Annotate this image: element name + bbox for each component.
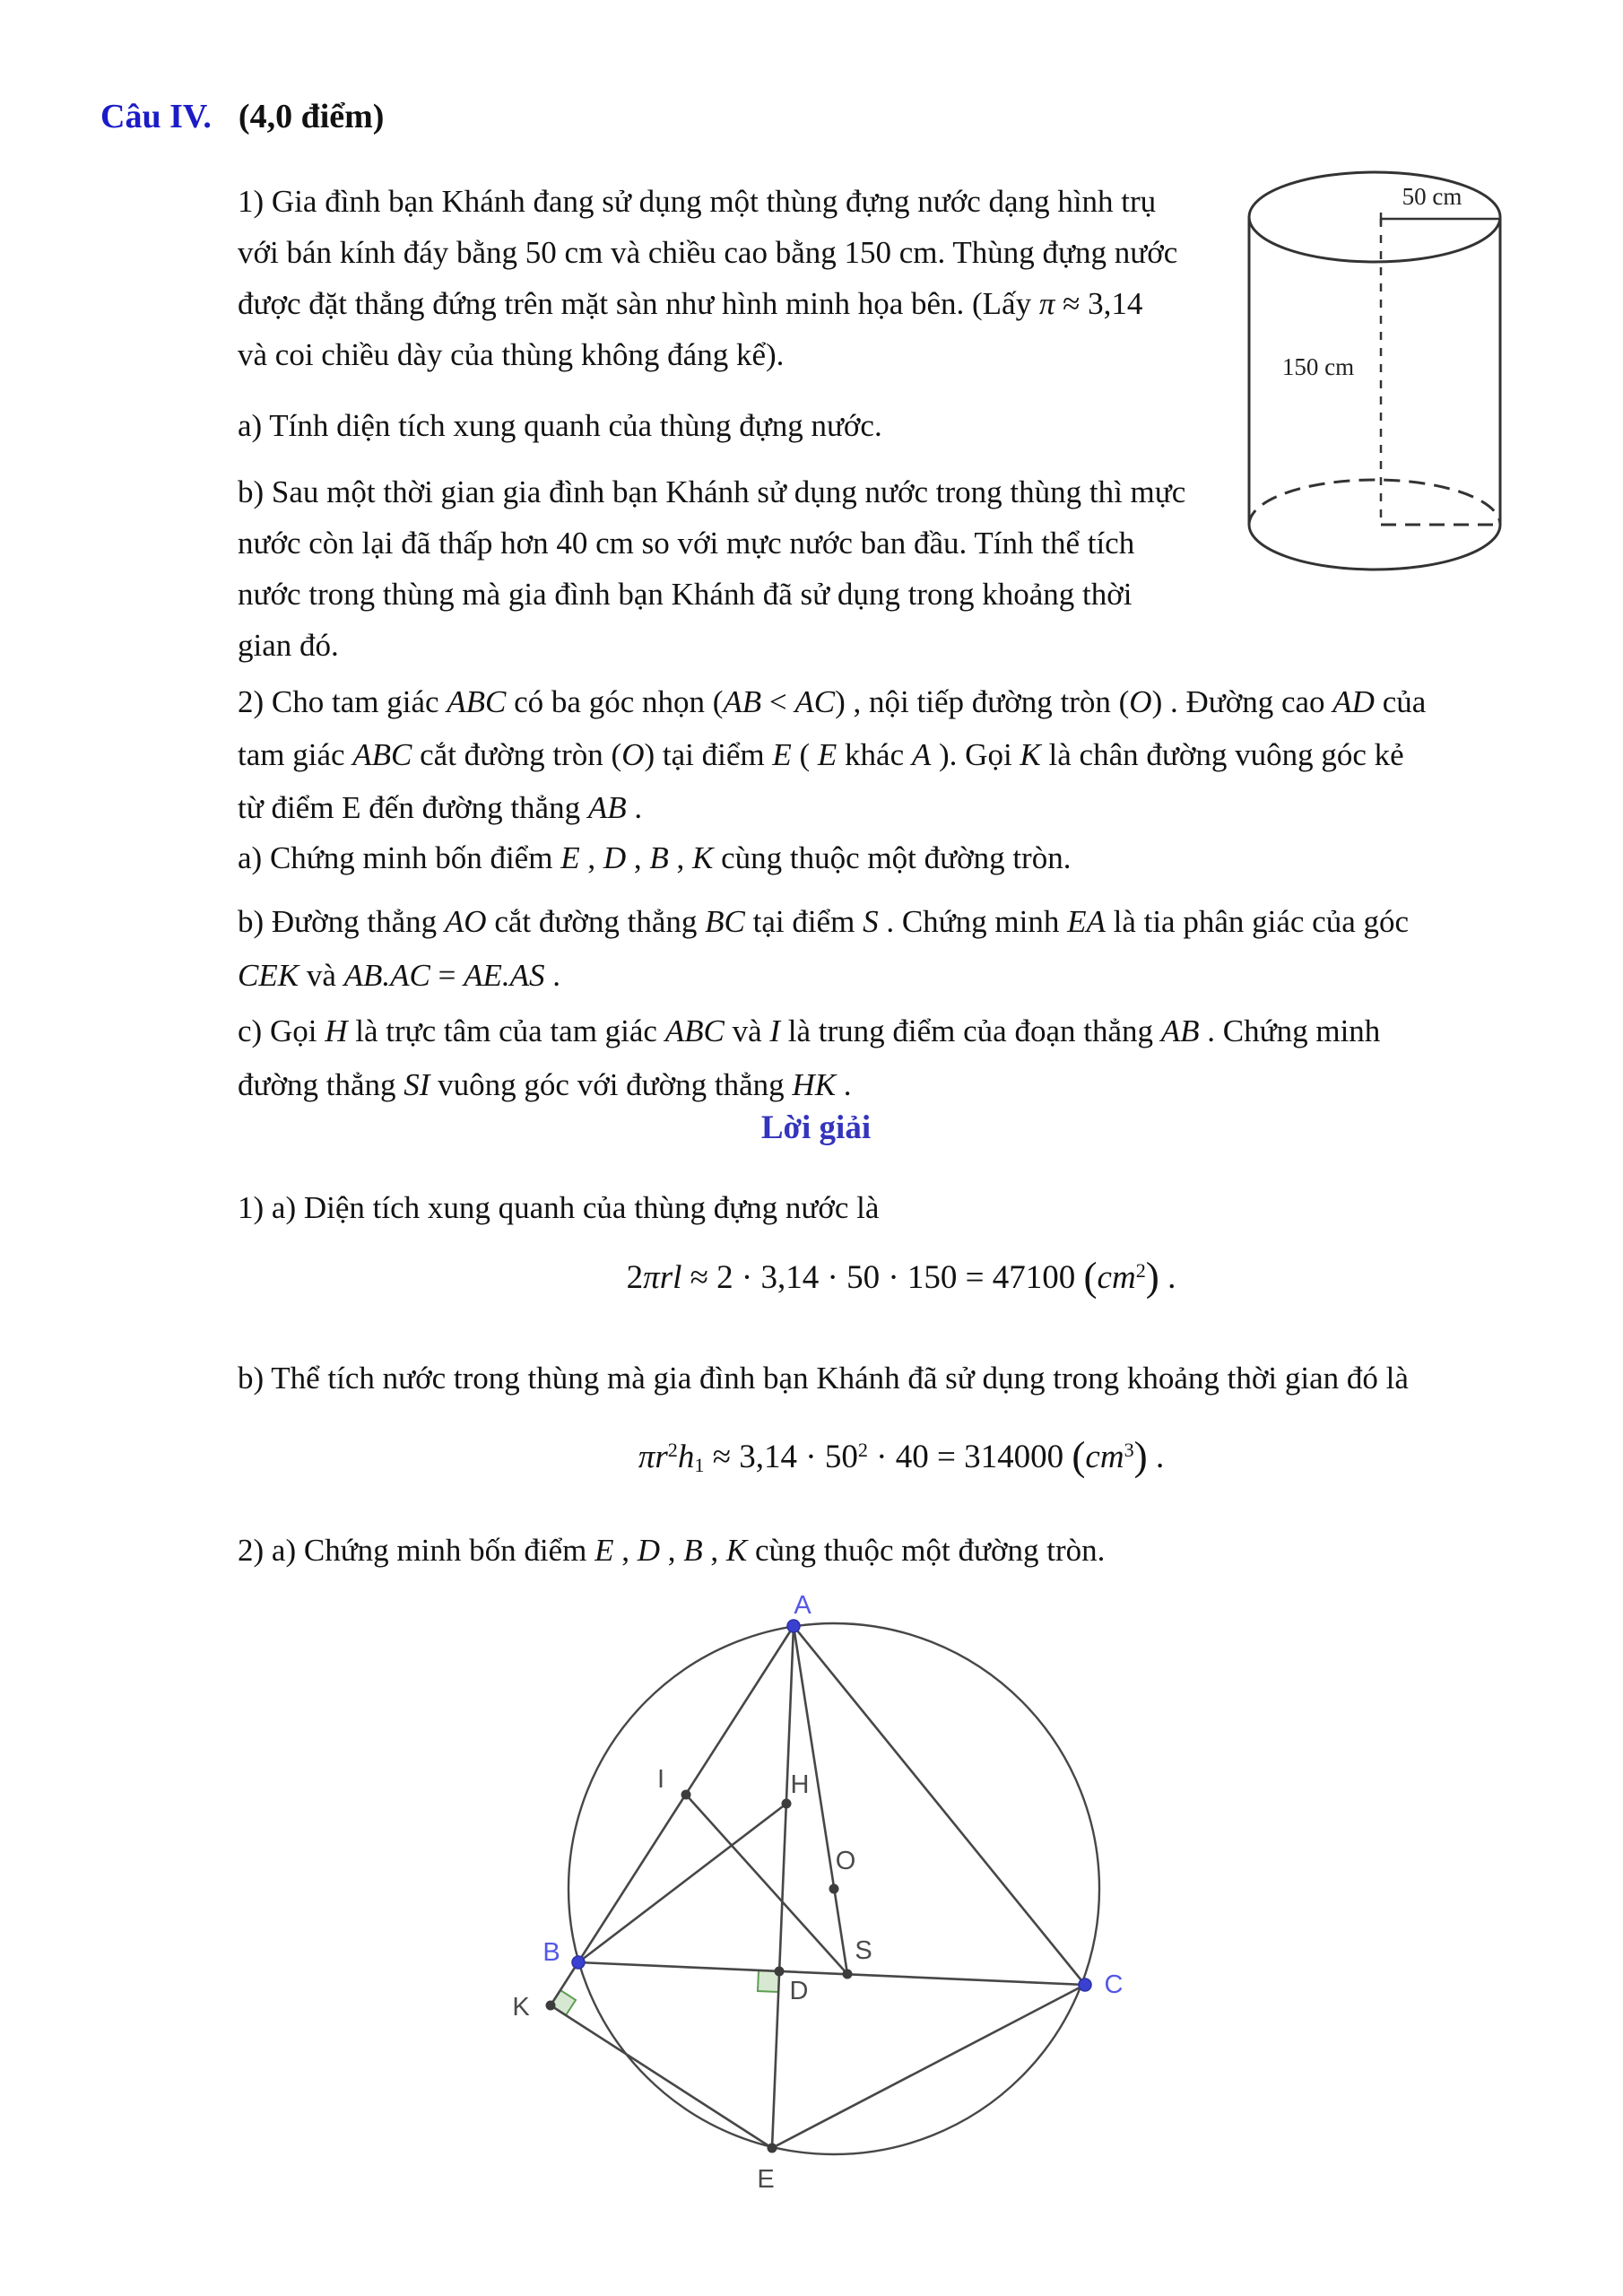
figure-segment-BH: [578, 1804, 786, 1962]
figure-point-E: [768, 2144, 777, 2153]
text-line: 1) Gia đình bạn Khánh đang sử dụng một thùng đựng nước dạng hình trụ: [238, 184, 1157, 219]
question-heading: [100, 97, 384, 136]
figure-label-K: K: [512, 1993, 530, 2022]
solution-title-wrap: [238, 1109, 1394, 1147]
text-line: từ điểm E đến đường thẳng AB .: [238, 790, 643, 825]
solution-part2a-intro: [238, 1525, 1105, 1576]
figure-label-S: S: [855, 1936, 872, 1965]
formula-text: 2πrl ≈ 2 · 3,14 · 50 · 150 = 47100 $(cm^2)$ .: [626, 1255, 1176, 1300]
solution-part1b-intro: [238, 1352, 1409, 1404]
cylinder-top-ellipse: [1249, 172, 1500, 262]
problem1-item-b: [238, 466, 1185, 671]
text-line: CEK và AB.AC = AE.AS .: [238, 958, 560, 993]
text-line: gian đó.: [238, 628, 339, 663]
figure-point-D: [775, 1967, 785, 1977]
text-line: đường thẳng SI vuông góc với đường thẳng HK .: [238, 1067, 852, 1102]
figure-label-B: B: [542, 1938, 560, 1967]
figure-point-O: [829, 1884, 839, 1894]
figure-label-A: A: [794, 1595, 812, 1620]
problem2-item-b: [238, 895, 1409, 1003]
text-line: với bán kính đáy bằng 50 cm và chiều cao bằng 150 cm. Thùng đựng nước: [238, 235, 1178, 270]
solution-formula2: [238, 1433, 1565, 1480]
text-line: b) Sau một thời gian gia đình bạn Khánh sử dụng nước trong thùng thì mực: [238, 474, 1186, 509]
question-points: (4,0 điểm): [238, 98, 385, 135]
figure-segment-AK: [551, 1626, 794, 2005]
cylinder-diagram: [1242, 161, 1623, 592]
figure-point-K: [546, 2001, 556, 2011]
figure-label-D: D: [789, 1977, 809, 2005]
text-line: được đặt thẳng đứng trên mặt sàn như hình minh họa bên. (Lấy π ≈ 3,14: [238, 286, 1143, 321]
text-line: a) Tính diện tích xung quanh của thùng đựng nước.: [238, 408, 882, 443]
cylinder-bottom-back-arc: [1249, 480, 1500, 525]
problem2-paragraph: [238, 675, 1426, 834]
figure-label-H: H: [790, 1770, 810, 1799]
question-number: Câu IV.: [100, 98, 212, 135]
figure-point-S: [843, 1970, 853, 1979]
text-line: nước còn lại đã thấp hơn 40 cm so với mực nước ban đầu. Tính thể tích: [238, 526, 1135, 561]
figure-segment-BC: [578, 1962, 1085, 1985]
figure-point-H: [782, 1799, 792, 1809]
figure-point-C: [1079, 1979, 1091, 1991]
figure-point-A: [787, 1620, 800, 1632]
problem1-item-a: [238, 400, 882, 451]
figure-segment-KE: [551, 2005, 772, 2148]
figure-segment-AE: [772, 1626, 794, 2148]
text-line: b) Đường thẳng AO cắt đường thẳng BC tại điểm S . Chứng minh EA là tia phân giác của góc: [238, 904, 1410, 939]
text-line: a) Chứng minh bốn điểm E , D , B , K cùng thuộc một đường tròn.: [238, 840, 1072, 875]
figure-segment-AC: [794, 1626, 1085, 1985]
geometry-figure-svg: [484, 1595, 1166, 2290]
text-line: c) Gọi H là trực tâm của tam giác ABC và I là trung điểm của đoạn thẳng AB . Chứng minh: [238, 1013, 1381, 1048]
cylinder-height-label: 150 cm: [1281, 353, 1355, 380]
figure-label-E: E: [757, 2165, 775, 2194]
figure-point-I: [681, 1790, 691, 1800]
cylinder-radius-label: 50 cm: [1402, 183, 1462, 210]
text-line: và coi chiều dày của thùng không đáng kể).: [238, 337, 785, 372]
figure-label-O: O: [835, 1847, 856, 1875]
figure-point-B: [572, 1956, 585, 1969]
figure-segment-EC: [772, 1985, 1085, 2148]
problem2-item-a: [238, 832, 1071, 883]
text-line: tam giác ABC cắt đường tròn (O) tại điểm E ( E khác A ). Gọi K là chân đường vuông góc kẻ: [238, 737, 1404, 772]
text-line: nước trong thùng mà gia đình bạn Khánh đã sử dụng trong khoảng thời: [238, 577, 1133, 612]
text-line: 2) Cho tam giác ABC có ba góc nhọn (AB < AC) , nội tiếp đường tròn (O) . Đường cao AD của: [238, 684, 1427, 719]
text-line: b) Thể tích nước trong thùng mà gia đình bạn Khánh đã sử dụng trong khoảng thời gian đó là: [238, 1361, 1409, 1396]
problem1-paragraph: [238, 176, 1177, 380]
figure-label-C: C: [1104, 1970, 1124, 1999]
text-line: 1) a) Diện tích xung quanh của thùng đựng nước là: [238, 1190, 880, 1225]
cylinder-bottom-front-arc: [1249, 525, 1500, 570]
solution-formula1: [238, 1254, 1565, 1300]
figure-label-I: I: [656, 1765, 665, 1794]
solution-part1a-intro: [238, 1182, 879, 1233]
solution-title: Lời giải: [760, 1109, 872, 1146]
problem2-item-c: [238, 1004, 1380, 1112]
formula-text: $\pi r^2h1 \approx 3,14 \cdot 50^2 \cdot 40 = 314000$ $(cm^3)$ .: [638, 1434, 1165, 1479]
text-line: 2) a) Chứng minh bốn điểm E , D , B , K cùng thuộc một đường tròn.: [238, 1533, 1106, 1568]
